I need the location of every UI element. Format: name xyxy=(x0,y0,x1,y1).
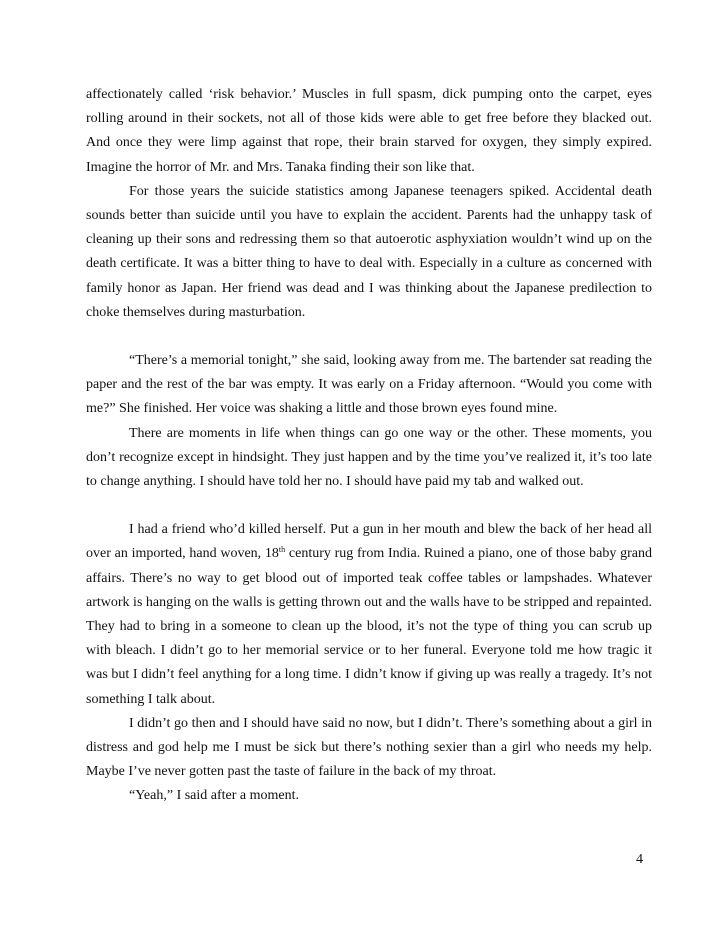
page-number: 4 xyxy=(636,852,643,867)
section-gap xyxy=(86,494,652,518)
ordinal-superscript: th xyxy=(278,545,286,555)
paragraph-with-superscript xyxy=(86,518,652,712)
paragraph: I didn’t go then and I should have said no now, but I didn’t. There’s something about a girl in distress and god help me I must be sick but there’s nothing sexier than a girl who needs my help. Maybe I’ve never gotten past the taste of failure in the back of my throat. xyxy=(86,715,652,780)
paragraph: There are moments in life when things can go one way or the other. These moments, you don’t recognize except in hindsight. They just happen and by the time you’ve realized it, it’s too late to change anything. I should have told her no. I should have paid my tab and walked out. xyxy=(86,425,652,490)
paragraph-text-after-superscript: century rug from India. Ruined a piano, one of those baby grand affairs. There’s no way to get blood out of imported teak coffee tables or lampshades. Whatever artwork is hanging on the walls is getting thrown out and the walls have to be stripped and repainted. They had to bring in a someone to clean up the blood, it’s not the type of thing you can scrub up with bleach. I didn’t go to her memorial service or to her funeral. Everyone told me how tragic it was but I didn’t feel anything for a long time. I didn’t know if giving up was really a tragedy. It’s not something I talk about. xyxy=(86,546,652,707)
paragraph: “Yeah,” I said after a moment. xyxy=(129,788,300,804)
paragraph: For those years the suicide statistics among Japanese teenagers spiked. Accidental death sounds better than suicide until you have to explain the accident. Parents had the unhappy task of cleaning up their sons and redressing them so that autoerotic asphyxiation wouldn’t wind up on the death certificate. It was a bitter thing to have to deal with. Especially in a culture as concerned with family honor as Japan. Her friend was dead and I was thinking about the Japanese predilection to choke themselves during masturbation. xyxy=(86,183,652,320)
paragraph: affectionately called ‘risk behavior.’ Muscles in full spasm, dick pumping onto the carpet, eyes rolling around in their sockets, not all of those kids were able to get free before they blacked out. And once they were limp against that rope, their brain starved for oxygen, they simply expired. Imagine the horror of Mr. and Mrs. Tanaka finding their son like that. xyxy=(86,87,652,175)
paragraph: “There’s a memorial tonight,” she said, looking away from me. The bartender sat reading the paper and the rest of the bar was empty. It was early on a Friday afternoon. “Would you come with me?” She finished. Her voice was shaking a little and those brown eyes found mine. xyxy=(86,353,652,417)
body-text xyxy=(86,83,652,809)
paragraph-text-before-superscript: I had a friend who’d killed herself. Put a gun in her mouth and blew the back of her head all over an imported, hand woven, 18 xyxy=(86,522,652,562)
section-gap xyxy=(86,325,652,349)
